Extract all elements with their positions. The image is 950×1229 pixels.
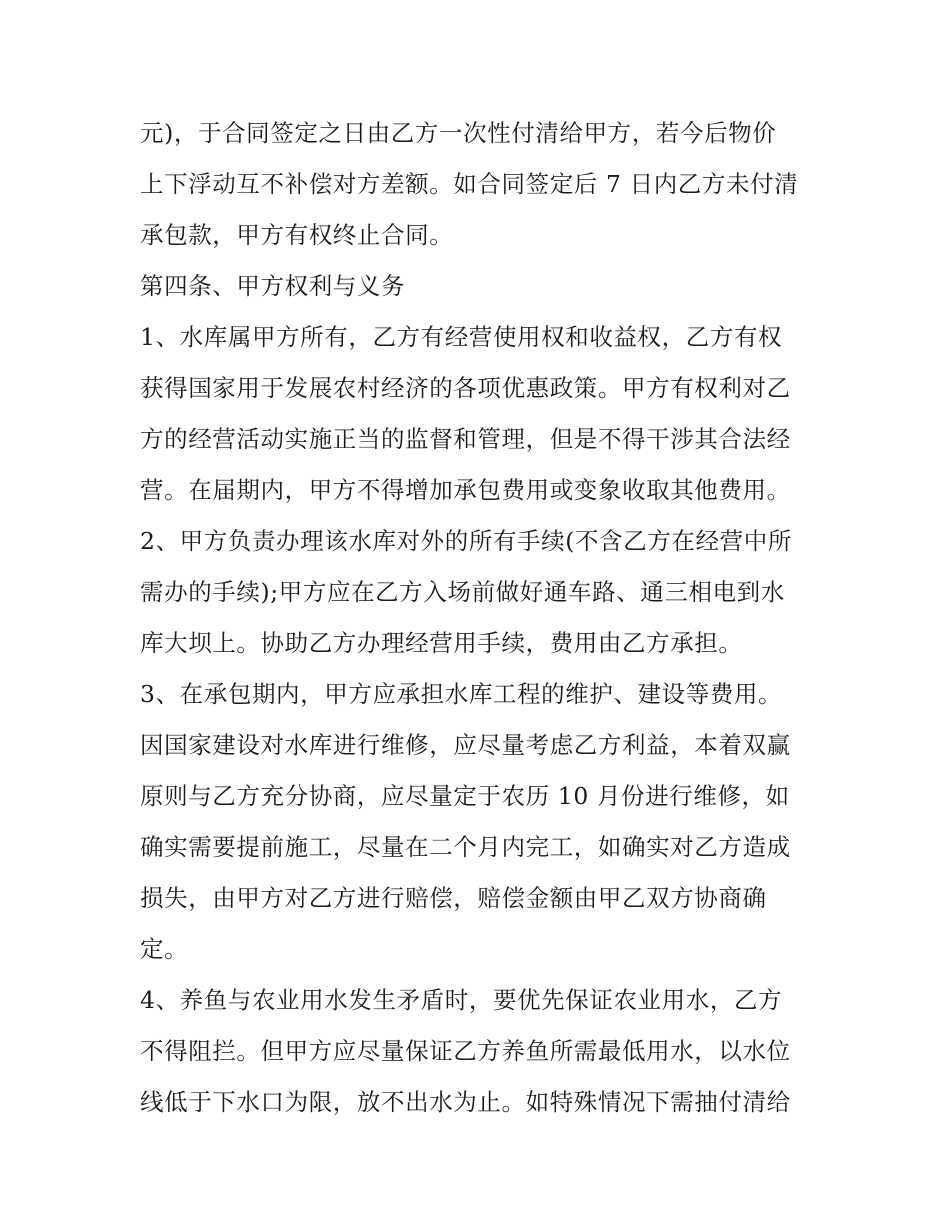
text-line: 承包款，甲方有权终止合同。	[140, 221, 454, 249]
text-line: 因国家建设对水库进行维修，应尽量考虑乙方利益，本着双赢	[140, 731, 791, 759]
text-line: 2、甲方负责办理该水库对外的所有手续(不含乙方在经营中所	[140, 527, 792, 555]
text-line: 方的经营活动实施正当的监督和管理，但是不得干涉其合法经	[140, 425, 791, 453]
text-line: 4、养鱼与农业用水发生矛盾时，要优先保证农业用水，乙方	[140, 986, 783, 1014]
text-line: 确实需要提前施工，尽量在二个月内完工，如确实对乙方造成	[140, 833, 791, 861]
section-heading: 第四条、甲方权利与义务	[140, 272, 406, 300]
text-line: 1、水库属甲方所有，乙方有经营使用权和收益权，乙方有权	[140, 323, 783, 351]
contract-text-body	[140, 108, 820, 1128]
text-line: 需办的手续);甲方应在乙方入场前做好通车路、通三相电到水	[140, 578, 785, 606]
text-line: 线低于下水口为限，放不出水为止。如特殊情况下需抽付清给	[140, 1088, 791, 1116]
text-line: 损失，由甲方对乙方进行赔偿，赔偿金额由甲乙双方协商确	[140, 884, 767, 912]
text-line: 原则与乙方充分协商，应尽量定于农历 10 月份进行维修，如	[140, 782, 790, 810]
text-line: 上下浮动互不补偿对方差额。如合同签定后 7 日内乙方未付清	[140, 170, 799, 198]
text-line: 库大坝上。协助乙方办理经营用手续，费用由乙方承担。	[140, 629, 743, 657]
text-line: 元)，于合同签定之日由乙方一次性付清给甲方，若今后物价	[140, 119, 777, 147]
text-line: 营。在届期内，甲方不得增加承包费用或变象收取其他费用。	[140, 476, 791, 504]
text-line: 定。	[140, 935, 189, 963]
text-line: 3、在承包期内，甲方应承担水库工程的维护、建设等费用。	[140, 680, 783, 708]
text-line: 获得国家用于发展农村经济的各项优惠政策。甲方有权利对乙	[140, 374, 791, 402]
text-line: 不得阻拦。但甲方应尽量保证乙方养鱼所需最低用水，以水位	[140, 1037, 791, 1065]
